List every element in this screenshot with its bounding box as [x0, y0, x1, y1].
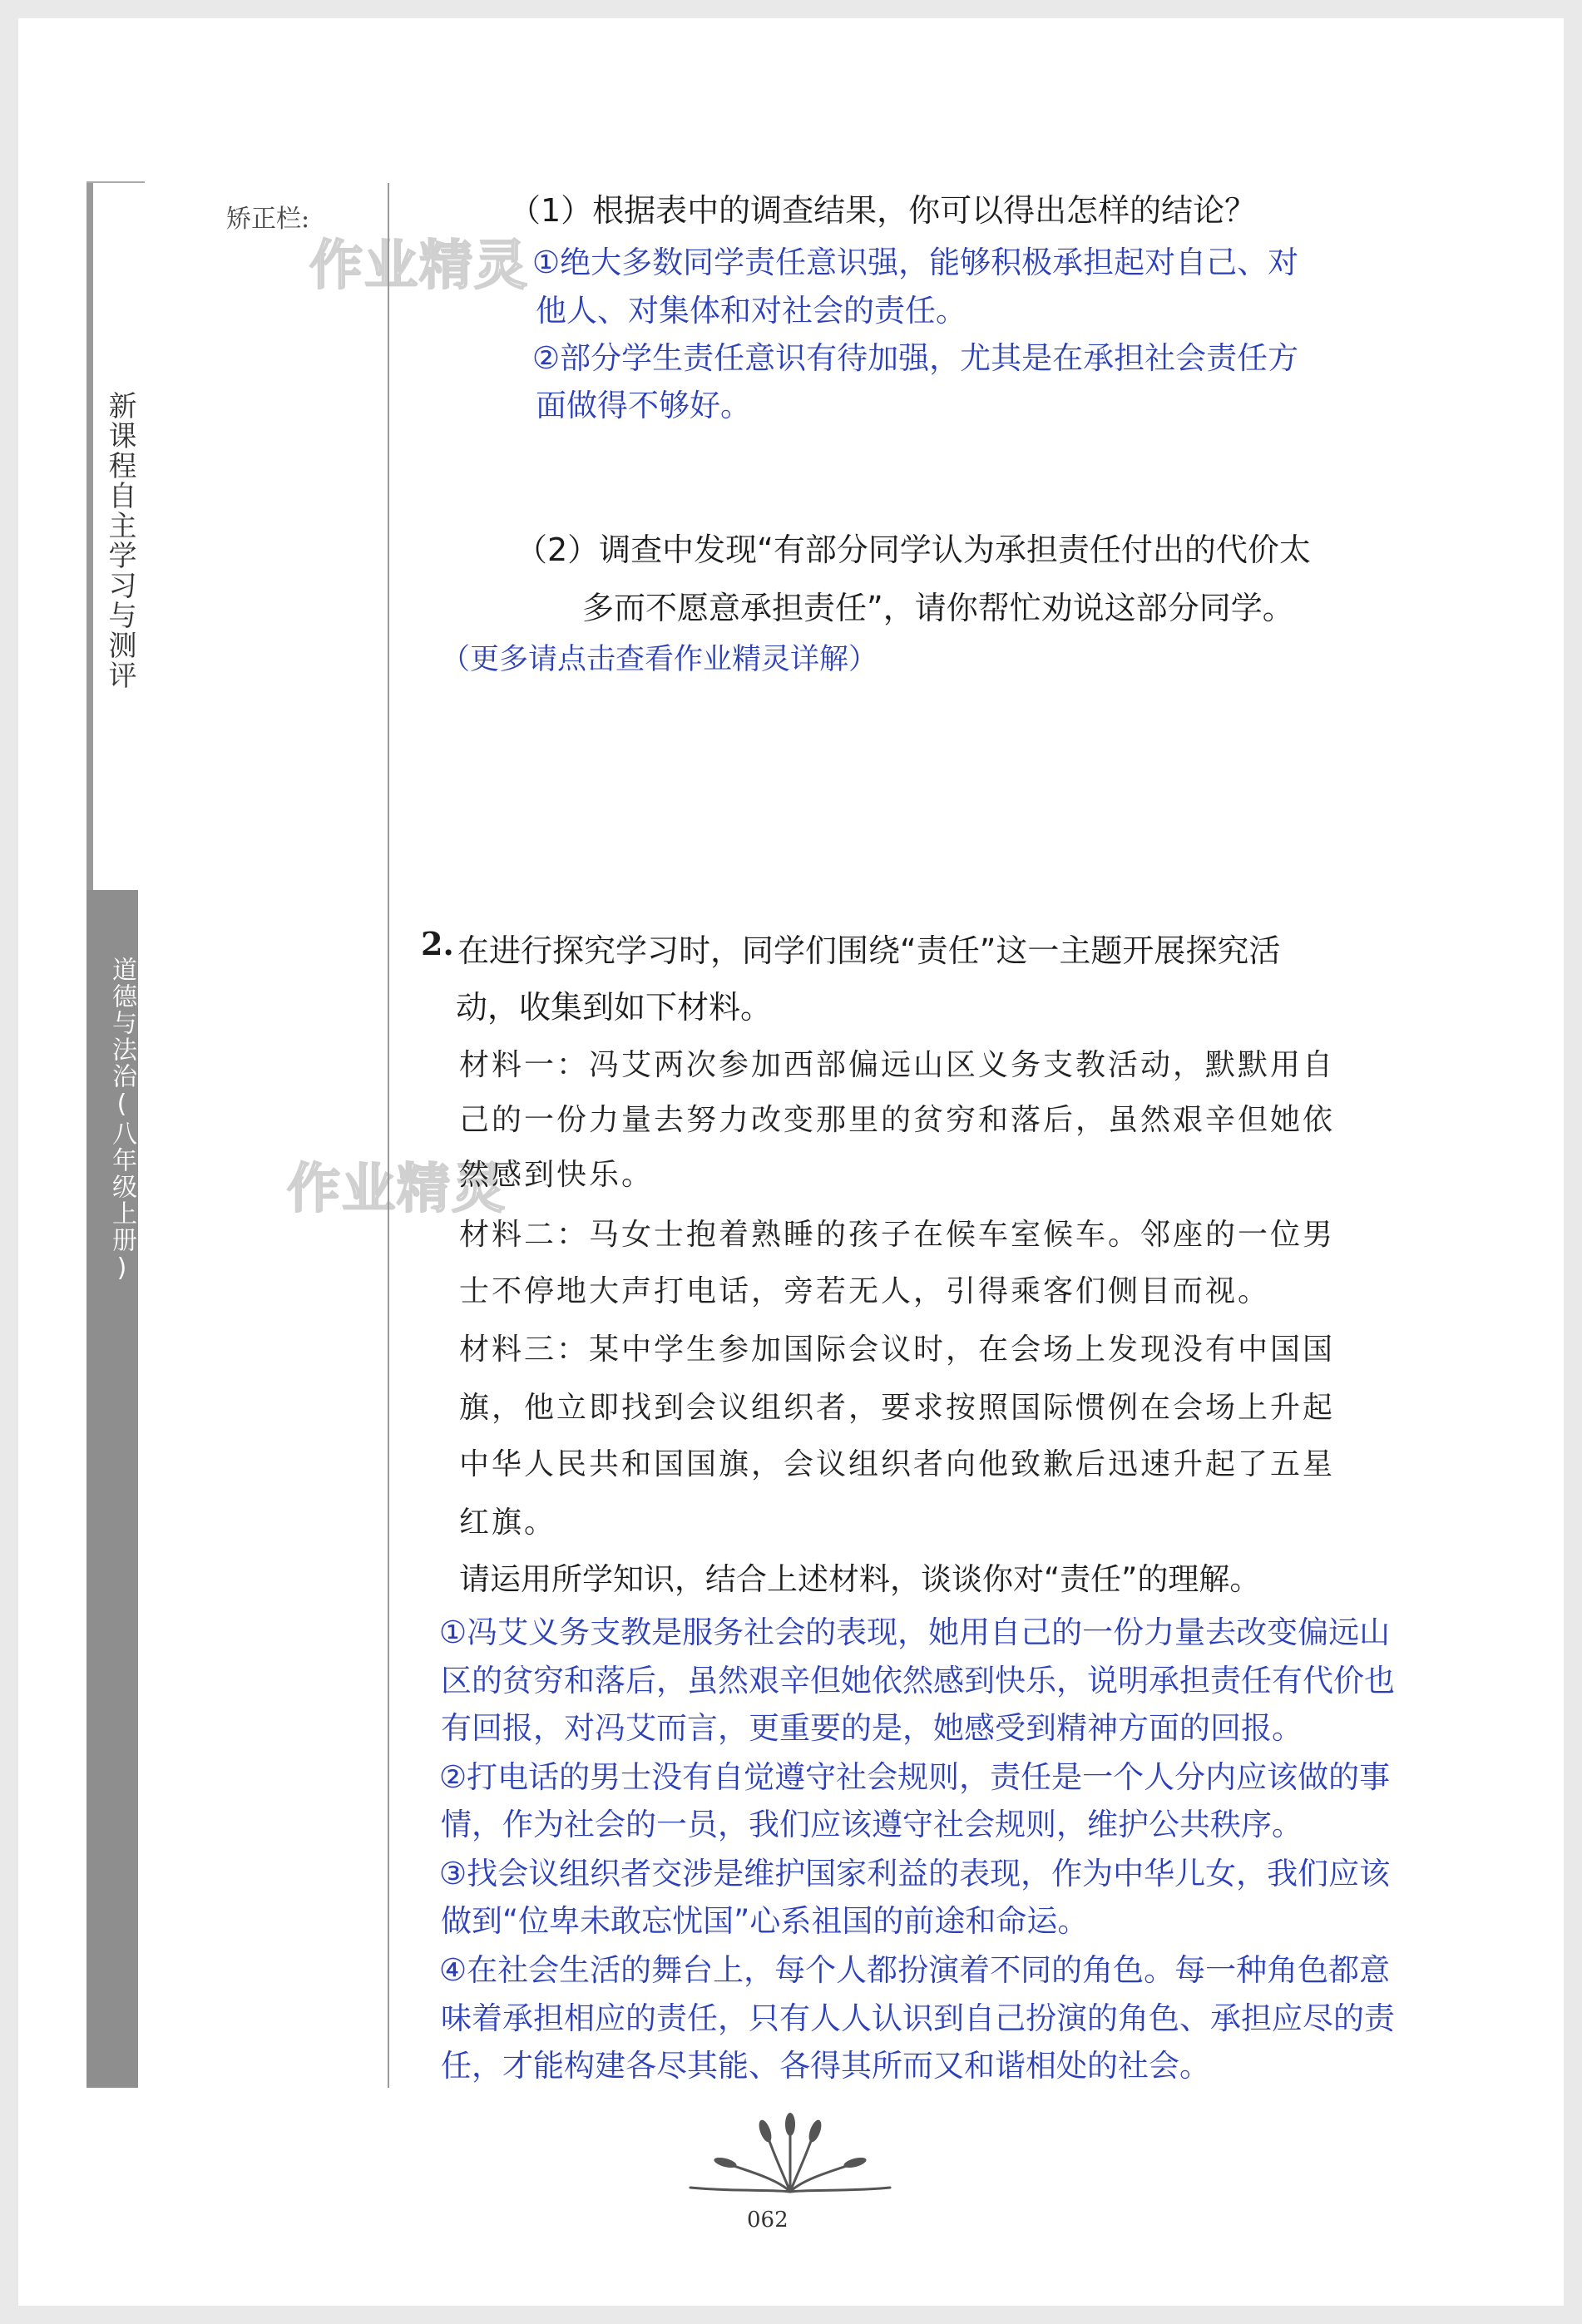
q2-answer-line: ②打电话的男士没有自觉遵守社会规则，责任是一个人分内应该做的事: [439, 1759, 1391, 1795]
q2-answer-line: 味着承担相应的责任，只有人人认识到自己扮演的角色、承担应尽的责: [441, 2000, 1395, 2036]
q1-part1-answer-line: 他人、对集体和对社会的责任。: [536, 293, 967, 329]
q2-material-line: 材料三：某中学生参加国际会议时，在会场上发现没有中国国: [459, 1333, 1336, 1367]
q1-part1-answer-line: 面做得不够好。: [536, 388, 751, 423]
q2-intro-line: 动，收集到如下材料。: [456, 989, 773, 1026]
q1-part1-answer-line: ②部分学生责任意识有待加强，尤其是在承担社会责任方: [532, 340, 1299, 376]
q2-answer-line: 情，作为社会的一员，我们应该遵守社会规则，维护公共秩序。: [441, 1807, 1303, 1842]
q2-answer-line: 有回报，对冯艾而言，更重要的是，她感受到精神方面的回报。: [441, 1710, 1303, 1746]
q2-number: 2.: [421, 925, 454, 962]
scan-edge-left: [0, 0, 18, 2324]
q2-answer-line: ④在社会生活的舞台上，每个人都扮演着不同的角色。每一种角色都意: [439, 1952, 1391, 1988]
q1-part1-answer-line: ①绝大多数同学责任意识强，能够积极承担起对自己、对: [532, 245, 1299, 280]
watermark-middle: 作业精灵: [287, 1159, 507, 1220]
subject-title: 道德与法治(八年级上册): [107, 957, 136, 1284]
q2-answer-line: ①冯艾义务支教是服务社会的表现，她用自己的一份力量去改变偏远山: [439, 1614, 1391, 1650]
q2-material-line: 材料一：冯艾两次参加西部偏远山区义务支教活动，默默用自: [459, 1048, 1336, 1082]
page-number: 062: [747, 2208, 789, 2233]
q2-material-line: 己的一份力量去努力改变那里的贫穷和落后，虽然艰辛但她依: [459, 1103, 1336, 1137]
q2-material-line: 然感到快乐。: [459, 1158, 655, 1192]
q2-intro-line: 在进行探究学习时，同学们围绕“责任”这一主题开展探究活: [457, 932, 1281, 969]
correction-column-label: 矫正栏:: [226, 205, 310, 234]
q2-material-line: 士不停地大声打电话，旁若无人，引得乘客们侧目而视。: [459, 1274, 1271, 1308]
q1-part1-question: （1）根据表中的调查结果，你可以得出怎样的结论？: [509, 192, 1257, 229]
correction-column-divider: [388, 183, 389, 2088]
scan-edge-bottom: [0, 2306, 1582, 2324]
q2-material-line: 材料二：马女士抱着熟睡的孩子在候车室候车。邻座的一位男: [459, 1218, 1336, 1252]
floral-ornament-icon: [682, 2113, 898, 2204]
q2-answer-line: ③找会议组织者交涉是维护国家利益的表现，作为中华儿女，我们应该: [439, 1856, 1391, 1891]
scan-edge-right: [1564, 0, 1582, 2324]
q1-part2-question-line: （2）调查中发现“有部分同学认为承担责任付出的代价太: [516, 532, 1311, 568]
q2-prompt: 请运用所学知识，结合上述材料，谈谈你对“责任”的理解。: [459, 1561, 1261, 1597]
q2-answer-line: 区的贫穷和落后，虽然艰辛但她依然感到快乐，说明承担责任有代价也: [441, 1663, 1395, 1698]
scan-edge-top: [0, 0, 1582, 18]
q2-material-line: 红旗。: [459, 1506, 557, 1540]
more-details-link[interactable]: （更多请点击查看作业精灵详解）: [441, 643, 878, 676]
q2-answer-line: 任，才能构建各尽其能、各得其所而又和谐相处的社会。: [441, 2048, 1210, 2084]
watermark-top: 作业精灵: [309, 235, 529, 297]
series-title: 新课程自主学习与测评: [103, 391, 136, 690]
q2-answer-line: 做到“位卑未敢忘忧国”心系祖国的前途和命运。: [441, 1903, 1089, 1939]
q1-part2-question-line: 多而不愿意承担责任”，请你帮忙劝说这部分同学。: [582, 590, 1294, 626]
q2-material-line: 旗，他立即找到会议组织者，要求按照国际惯例在会场上升起: [459, 1391, 1336, 1425]
q2-material-line: 中华人民共和国国旗，会议组织者向他致歉后迅速升起了五星: [459, 1447, 1336, 1481]
